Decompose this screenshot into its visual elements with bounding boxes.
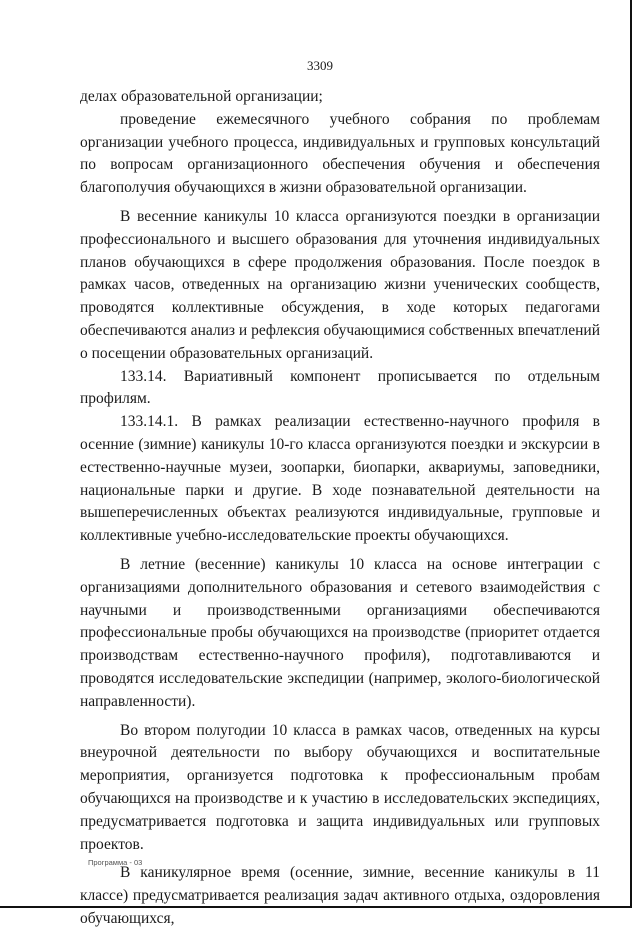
footer-label: Программа - 03 — [88, 858, 143, 867]
paragraph-133-14: 133.14. Вариативный компонент прописывается по отдельным профилям. — [80, 367, 600, 408]
paragraph-spring-trips: В весенние каникулы 10 класса организуются поездки в организации профессионального и высшего образования для уточнения индивидуальных планов обучающихся в сфере продолжения образования. После поездок в рамках часов, отведенных на организацию жизни ученических сообществ, проводятся коллективные обсуждения, в ходе которых педагогами обеспечиваются анализ и рефлексия обучающимися собственных впечатлений о посещении образовательных организаций. — [80, 207, 600, 362]
paragraph-holiday-time: В каникулярное время (осенние, зимние, весенние каникулы в 11 классе) предусматривается реализация задач активного отдыха, оздоровления обучающихся, — [80, 864, 600, 927]
paragraph-monthly-meeting: проведение ежемесячного учебного собрания по проблемам организации учебного процесса, индивидуальных и групповых консультаций по вопросам организационного обеспечения обучения и обеспечения благополучия обучающихся в жизни образовательной организации. — [80, 110, 600, 197]
paragraph-continuation: делах образовательной организации; — [80, 88, 323, 105]
document-body — [80, 86, 600, 931]
paragraph-second-half-year: Во втором полугодии 10 класса в рамках часов, отведенных на курсы внеурочной деятельности по выбору обучающихся и воспитательные мероприятия, организуется подготовка к профессиональным пробам обучающихся на производстве и к участию в исследовательских экспедициях, предусматривается подготовка и защита индивидуальных или групповых проектов. — [80, 721, 600, 853]
page-number: 3309 — [307, 58, 333, 73]
paragraph-133-14-1: 133.14.1. В рамках реализации естественно-научного профиля в осенние (зимние) каникулы 10-го класса организуются поездки и экскурсии в естественно-научные музеи, зоопарки, биопарки, аквариумы, заповедники, национальные парки и другие. В ходе познавательной деятельности на вышеперечисленных объектах реализуются индивидуальные, групповые и коллективные учебно-исследовательские проекты обучающихся. — [80, 413, 600, 545]
paragraph-summer-holidays: В летние (весенние) каникулы 10 класса на основе интеграции с организациями дополнительного образования и сетевого взаимодействия с научными и производственными организациями обеспечиваются профессиональные пробы обучающихся на производстве (приоритет отдается производствам естественно-научного профиля), подготавливаются и проводятся исследовательские экспедиции (например, эколого-биологической направленности). — [80, 555, 600, 710]
